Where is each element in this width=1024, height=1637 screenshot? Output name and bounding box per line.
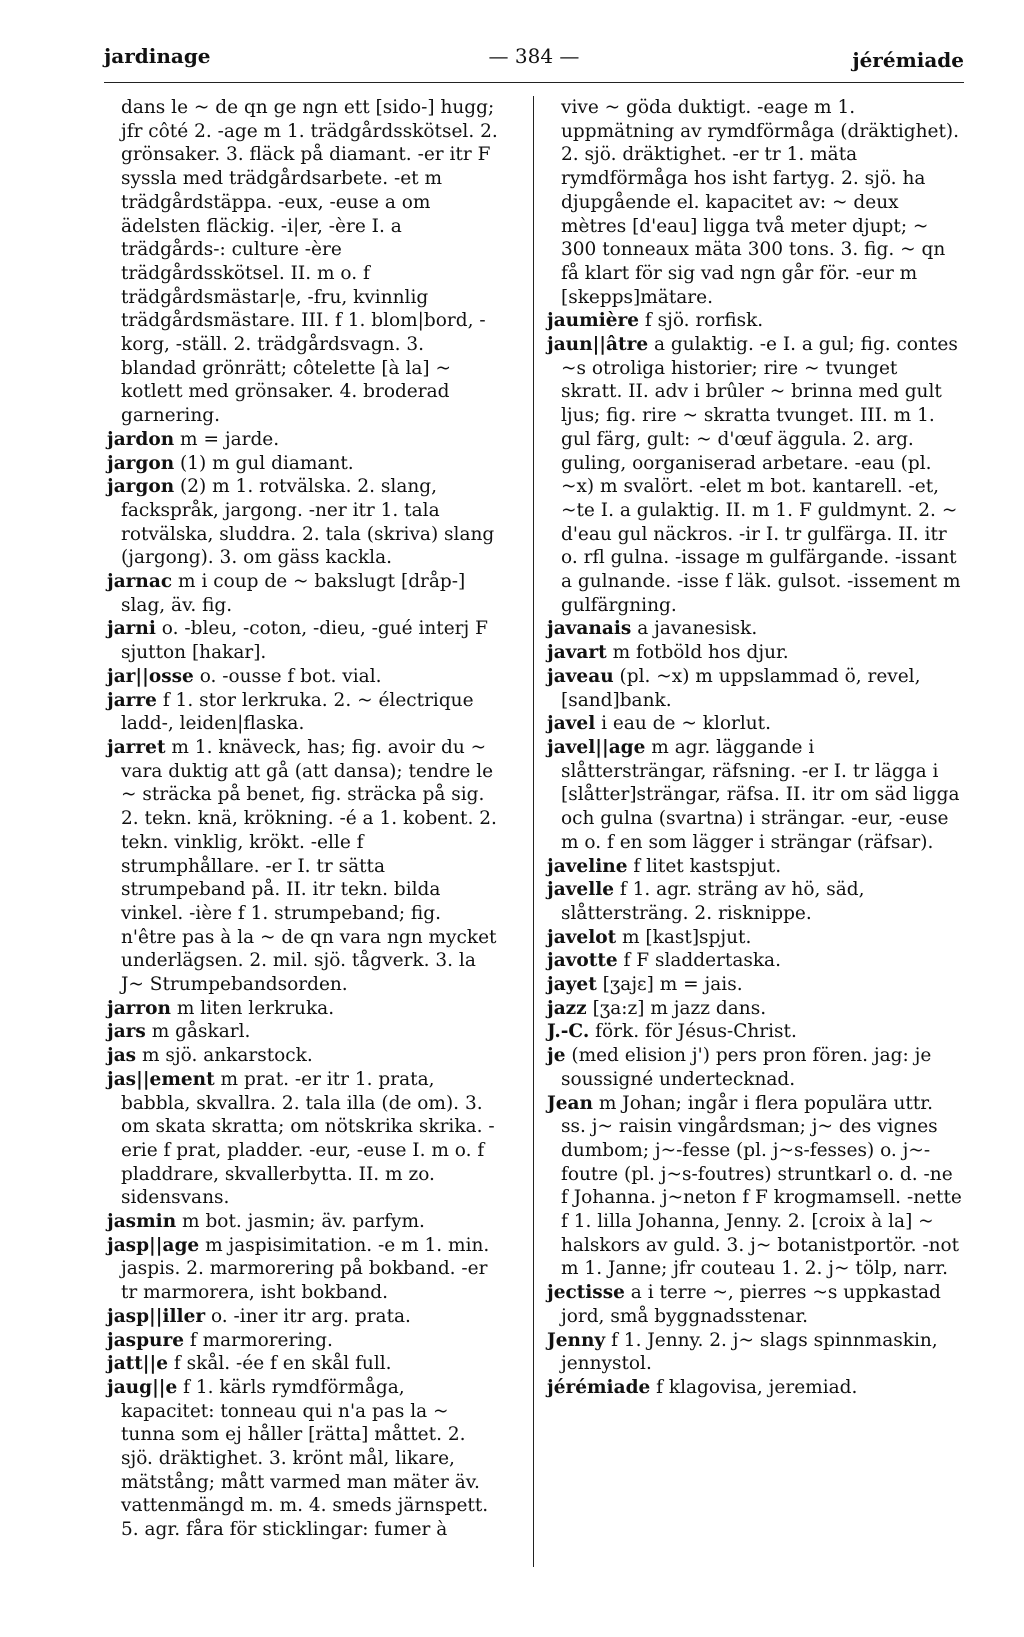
entry-definition: a javanesisk. (631, 618, 758, 640)
dictionary-entry (547, 1020, 962, 1044)
entry-definition: f klagovisa, jeremiad. (650, 1376, 858, 1398)
dictionary-entry (107, 1305, 502, 1329)
dictionary-entry (547, 1376, 962, 1400)
headword: Jean (547, 1092, 593, 1114)
headword: jars (107, 1021, 146, 1043)
dictionary-entry (547, 641, 962, 665)
headword: jasp||age (107, 1234, 200, 1256)
entry-definition: o. -bleu, -coton, -dieu, -gué interj F sjutton [hakar]. (121, 618, 488, 664)
dictionary-entry (107, 1234, 502, 1305)
entry-definition: f 1. agr. sträng av hö, säd, slåttersträng. 2. risknippe. (561, 879, 865, 924)
entry-definition: m liten lerkruka. (170, 997, 335, 1019)
entry-definition: f sjö. rorfisk. (639, 310, 764, 332)
entry-definition: f 1. stor lerkruka. 2. ~ électrique ladd-, leiden|flaska. (121, 689, 474, 735)
headword: Jenny (547, 1329, 606, 1351)
dictionary-entry (547, 1044, 962, 1091)
headword: jarret (107, 736, 166, 758)
headword: jasmin (107, 1211, 177, 1233)
right-guideword: jérémiade (852, 48, 964, 72)
dictionary-entry (547, 1092, 962, 1282)
entry-definition: [ʒajɛ] m = jais. (596, 974, 743, 996)
headword: jas (107, 1045, 137, 1067)
headword: jérémiade (547, 1376, 651, 1398)
headword: javelle (547, 879, 615, 901)
dictionary-entry (107, 617, 502, 664)
dictionary-entry (107, 997, 502, 1021)
headword: javel (547, 713, 596, 735)
headword: javart (547, 642, 607, 664)
entry-definition: o. -ousse f bot. vial. (193, 665, 382, 687)
entry-definition: m sjö. ankarstock. (136, 1045, 313, 1067)
headword: jargon (107, 476, 175, 498)
dictionary-entry (547, 736, 962, 855)
headword: jasp||iller (107, 1305, 206, 1327)
headword: jargon (107, 452, 175, 474)
headword: javotte (547, 950, 618, 972)
dictionary-entry (107, 452, 502, 476)
headword: javeau (547, 665, 614, 687)
headword: javelot (547, 926, 617, 948)
entry-definition: m i coup de ~ bakslugt [dråp-] slag, äv. fig. (121, 571, 466, 616)
headword: jarni (107, 618, 156, 640)
entry-definition: m prat. -er itr 1. prata, babbla, skvallra. 2. tala illa (de om). 3. om skata skratta; om nötskrika skrika. -erie f prat, pladder. -eur, -euse I. m o. f pladdrare, skvallerbytta. II. m zo. sidensvans. (121, 1068, 495, 1209)
entry-definition: f F sladdertaska. (617, 950, 781, 972)
right-column (547, 96, 962, 1400)
left-guideword: jardinage (104, 44, 211, 68)
entry-definition: m = jarde. (174, 428, 280, 450)
headword: jaun||âtre (547, 334, 649, 356)
dictionary-entry (547, 665, 962, 712)
dictionary-entry (107, 475, 502, 570)
entry-definition: f 1. Jenny. 2. j~ slags spinnmaskin, jennystol. (561, 1329, 938, 1375)
headword: jarre (107, 689, 157, 711)
dictionary-entry (547, 878, 962, 925)
entry-definition: (pl. ~x) m uppslammad ö, revel, [sand]bank. (561, 665, 921, 711)
headword: jarnac (107, 571, 173, 593)
entry-definition: förk. för Jésus-Christ. (589, 1021, 797, 1043)
entry-definition: (1) m gul diamant. (174, 452, 354, 474)
dictionary-entry (547, 1281, 962, 1328)
entry-definition: vive ~ göda duktigt. -eage m 1. uppmätning av rymdförmåga (dräktighet). 2. sjö. dräktighet. -er tr 1. mäta rymdförmåga hos isht fartyg. 2. sjö. ha djupgående el. kapacitet av: ~ deux mètres [d'eau] ligga två meter djupt; ~ 300 tonneaux mäta 300 tons. 3. fig. ~ qn få klart för sig vad ngn går för. -eur m [skepps]mätare. (561, 97, 960, 308)
dictionary-entry (107, 1352, 502, 1376)
entry-definition: a i terre ~, pierres ~s uppkastad jord, små byggnadsstenar. (561, 1282, 941, 1327)
entry-definition: dans le ~ de qn ge ngn ett [sido-] hugg; jfr côté 2. -age m 1. trädgårdsskötsel. 2. grönsaker. 3. fläck på diamant. -er itr F syssla med trädgårdsarbete. -et m trädgårdstäppa. -eux, -euse a om ädelsten fläckig. -i|er, -ère I. a trädgårds-: culture -ère trädgårdsskötsel. II. m o. f trädgårdsmästar|e, -fru, kvinnlig trädgårdsmästare. III. f 1. blom|bord, -korg, -ställ. 2. trädgårdsvagn. 3. blandad grönrätt; côtelette [à la] ~ kotlett med grönsaker. 4. broderad garnering. (121, 97, 498, 427)
headword: jar||osse (107, 665, 194, 687)
dictionary-entry (547, 617, 962, 641)
entry-definition: o. -iner itr arg. prata. (205, 1305, 411, 1327)
entry-definition: m 1. knäveck, has; fig. avoir du ~ vara duktig att gå (att dansa); tendre le ~ sträcka på benet, fig. sträcka på sig. 2. tekn. knä, krökning. -é a 1. kobent. 2. tekn. vinklig, krökt. -elle f strumphållare. -er I. tr sätta strumpeband på. II. itr tekn. bilda vinkel. -ière f 1. strumpeband; fig. n'être pas à la ~ de qn vara ngn mycket underlägsen. 2. mil. sjö. tågverk. 3. la J~ Strumpebandsorden. (121, 736, 497, 996)
entry-definition: a gulaktig. -e I. a gul; fig. contes ~s otroliga historier; rire ~ tvunget skratt. II. adv i brûler ~ brinna med gult ljus; fig. rire ~ skratta tvunget. III. m 1. gul färg, gult: ~ d'œuf äggula. 2. arg. guling, oorganiserad arbetare. -eau (pl. ~x) m svalört. -elet m bot. kantarell. -et, ~te I. a gulaktig. II. m 1. F guldmynt. 2. ~ d'eau gul näckros. -ir I. tr gulfärga. II. itr o. rfl gulna. -issage m gulfärgande. -issant a gulnande. -isse f läk. gulsot. -issement m gulfärgning. (561, 334, 961, 616)
headword: je (547, 1045, 566, 1067)
headword: jazz (547, 997, 587, 1019)
dictionary-entry (107, 428, 502, 452)
headword: jayet (547, 974, 597, 996)
dictionary-entry (107, 96, 502, 428)
headword: javel||age (547, 736, 646, 758)
entry-definition: f skål. -ée f en skål full. (168, 1353, 392, 1375)
entry-definition: m agr. läggande i slåttersträngar, räfsning. -er I. tr lägga i [slåtter]strängar, räfsa. II. itr om säd ligga och gulna (svartna) i strängar. -eur, -euse m o. f en som lägger i strängar (räfsar). (561, 736, 960, 853)
header-rule (104, 82, 964, 83)
dictionary-entry (547, 309, 962, 333)
entry-definition: m jaspisimitation. -e m 1. min. jaspis. 2. marmorering på bokband. -er tr marmorera, isht bokband. (121, 1234, 490, 1304)
entry-definition: m Johan; ingår i flera populära uttr. ss. j~ raisin vingårdsman; j~ des vignes dumbom; j~-fesse (pl. j~s-fesses) o. j~-foutre (pl. j~s-foutres) struntkarl o. d. -ne f Johanna. j~neton f F krogmamsell. -nette f 1. lilla Johanna, Jenny. 2. [croix à la] ~ halskors av guld. 3. j~ botanistportör. -not m 1. Janne; jfr couteau 1. 2. j~ tölp, narr. (561, 1092, 962, 1280)
column-separator (533, 96, 534, 1567)
dictionary-entry (547, 973, 962, 997)
headword: jas||ement (107, 1068, 215, 1090)
headword: J.-C. (547, 1021, 590, 1043)
entry-definition: m fotböld hos djur. (606, 642, 789, 664)
dictionary-entry (547, 1329, 962, 1376)
entry-definition: (med elision j') pers pron fören. jag: je soussigné undertecknad. (561, 1045, 932, 1090)
headword: javeline (547, 855, 628, 877)
dictionary-entry (107, 1210, 502, 1234)
entry-definition: f marmorering. (184, 1329, 333, 1351)
page-number: — 384 — (488, 44, 580, 68)
entry-definition: m [kast]spjut. (616, 926, 752, 948)
page-header (104, 38, 964, 78)
headword: jaspure (107, 1329, 184, 1351)
dictionary-entry (107, 570, 502, 617)
headword: javanais (547, 618, 632, 640)
headword: jaug||e (107, 1376, 178, 1398)
dictionary-entry (107, 1020, 502, 1044)
dictionary-entry (107, 1068, 502, 1210)
dictionary-entry (547, 333, 962, 617)
entry-definition: f litet kastspjut. (627, 855, 782, 877)
headword: jatt||e (107, 1353, 169, 1375)
dictionary-entry (547, 855, 962, 879)
headword: jaumière (547, 310, 640, 332)
entry-definition: [ʒa:z] m jazz dans. (586, 997, 767, 1019)
dictionary-entry (547, 926, 962, 950)
dictionary-entry (547, 712, 962, 736)
dictionary-entry (107, 689, 502, 736)
headword: jardon (107, 428, 175, 450)
entry-definition: m bot. jasmin; äv. parfym. (176, 1211, 425, 1233)
dictionary-entry (107, 1329, 502, 1353)
entry-definition: m gåskarl. (145, 1021, 251, 1043)
dictionary-entry (107, 736, 502, 997)
dictionary-entry (107, 1376, 502, 1542)
left-column (107, 96, 502, 1542)
dictionary-entry (547, 997, 962, 1021)
dictionary-entry (107, 665, 502, 689)
dictionary-entry (107, 1044, 502, 1068)
entry-definition: (2) m 1. rotvälska. 2. slang, fackspråk, jargong. -ner itr 1. tala rotvälska, sluddra. 2. tala (skriva) slang (jargong). 3. om gäss kackla. (121, 476, 495, 569)
dictionary-entry (547, 949, 962, 973)
entry-definition: f 1. kärls rymdförmåga, kapacitet: tonneau qui n'a pas la ~ tunna som ej håller [rätta] måttet. 2. sjö. dräktighet. 3. krönt mål, likare, mätstång; mått varmed man mäter äv. vattenmängd m. m. 4. smeds järnspett. 5. agr. fåra för sticklingar: fumer à (121, 1376, 489, 1541)
headword: jarron (107, 997, 171, 1019)
headword: jectisse (547, 1282, 625, 1304)
dictionary-entry (547, 96, 962, 309)
entry-definition: i eau de ~ klorlut. (595, 713, 771, 735)
